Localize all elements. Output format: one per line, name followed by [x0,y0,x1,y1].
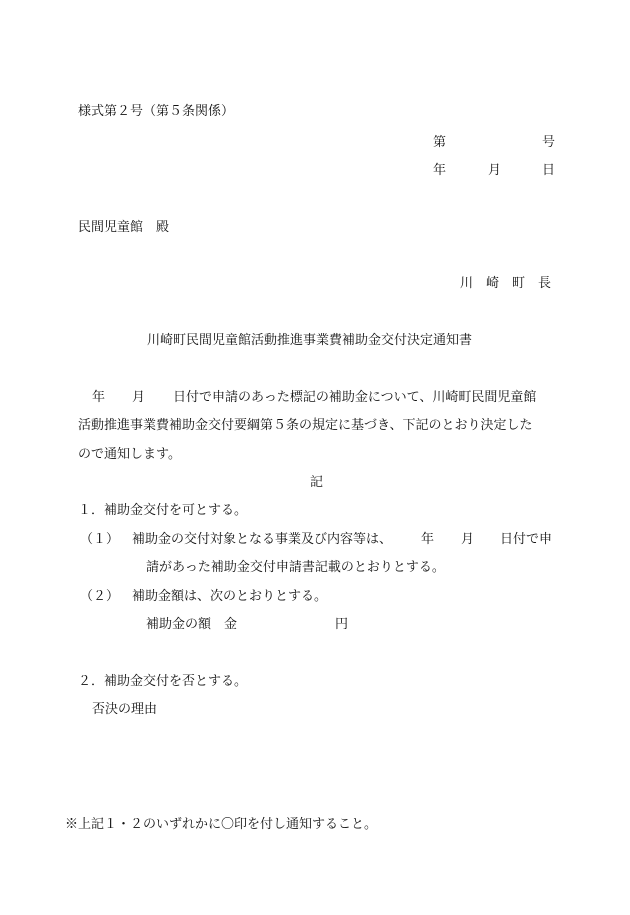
item1-sub2-text: 補助金額は、次のとおりとする。 [132,589,328,604]
body-line-2: 活動推進事業費補助金交付要綱第５条の規定に基づき、下記のとおり決定した [78,418,533,433]
addressee: 民間児童館 殿 [78,220,170,235]
reference-go: 号 [542,135,556,150]
ki-heading: 記 [310,475,324,490]
item1-sub1-number: （１） [80,532,120,547]
footnote: ※上記１・２のいずれかに〇印を付し通知すること。 [65,817,378,832]
body-line-1: 日付で申請のあった標記の補助金について、川崎町民間児童館 [173,390,537,405]
item2-reason-label: 否決の理由 [92,702,158,717]
document-title: 川崎町民間児童館活動推進事業費補助金交付決定通知書 [147,333,473,348]
date-day: 日 [542,163,556,178]
date-year: 年 [433,163,447,178]
item1-heading: １．補助金交付を可とする。 [78,503,248,518]
amount-label: 補助金の額 金 [146,617,238,632]
body-month: 月 [132,390,146,405]
reference-dai: 第 [433,135,447,150]
amount-unit: 円 [335,617,349,632]
body-line-3: ので通知します。 [78,447,181,462]
item2-heading: ２．補助金交付を否とする。 [78,674,248,689]
form-label: 様式第２号（第５条関係） [78,104,235,119]
item1-sub1-line2: 請があった補助金交付申請書記載のとおりとする。 [146,560,445,575]
item1-sub1-year: 年 [421,532,435,547]
date-month: 月 [488,163,502,178]
item1-sub1-text: 補助金の交付対象となる事業及び内容等は、 [132,532,393,547]
item1-sub1-month: 月 [461,532,475,547]
body-year: 年 [92,390,106,405]
issuer: 川 崎 町 長 [460,276,552,291]
item1-sub2-number: （２） [80,589,120,604]
item1-sub1-tail: 日付で申 [500,532,553,547]
